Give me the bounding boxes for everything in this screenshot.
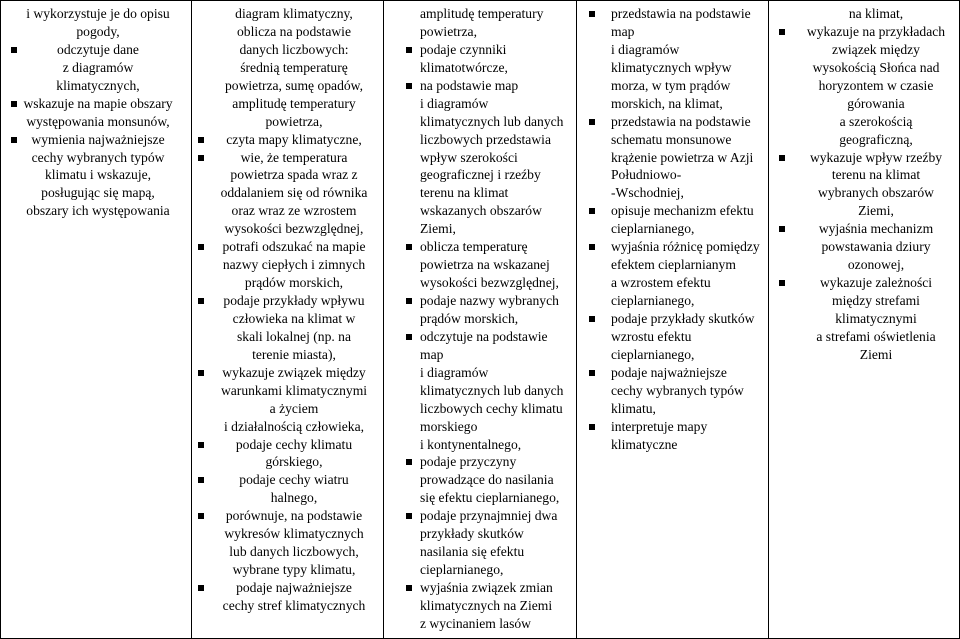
- text-line: [577, 310, 768, 328]
- line-text: podaje nazwy wybranych: [420, 293, 559, 308]
- line-text: opisuje mechanizm efektu: [611, 203, 754, 219]
- text-line: [192, 256, 383, 274]
- bullet-square-icon: [779, 226, 785, 232]
- text-line: [769, 274, 959, 292]
- bullet-square-icon: [198, 298, 204, 304]
- line-text: cieplarnianego,: [611, 346, 695, 362]
- text-line: [2, 5, 191, 23]
- line-text: powstawania dziury: [821, 239, 931, 255]
- text-line: [384, 131, 576, 149]
- text-line: [769, 202, 959, 220]
- text-line: [192, 597, 383, 615]
- line-text: i kontynentalnego,: [420, 436, 522, 452]
- text-line: [577, 59, 768, 77]
- text-line: [192, 418, 383, 436]
- text-line: [577, 220, 768, 238]
- text-line: [192, 400, 383, 418]
- text-line: [384, 453, 576, 471]
- text-line: [769, 149, 959, 167]
- text-line: [384, 418, 576, 436]
- text-line: [384, 471, 576, 489]
- bullet-square-icon: [198, 513, 204, 519]
- bullet-square-icon: [406, 459, 412, 465]
- bullet-square-icon: [589, 316, 595, 322]
- line-text: i działalnością człowieka,: [223, 418, 365, 434]
- text-line: [577, 346, 768, 364]
- text-line: [769, 256, 959, 274]
- line-text: morskiego: [420, 418, 478, 434]
- bullet-square-icon: [198, 137, 204, 143]
- text-line: [769, 220, 959, 238]
- bullet-square-icon: [198, 477, 204, 483]
- text-line: [384, 364, 576, 382]
- line-text: Ziemi,: [420, 221, 456, 237]
- line-text: oddalaniem się od równika: [220, 185, 368, 201]
- text-line: [192, 436, 383, 454]
- text-line: [384, 77, 576, 95]
- bullet-square-icon: [779, 155, 785, 161]
- line-text: halnego,: [270, 490, 318, 506]
- line-text: morza, w tym prądów: [611, 77, 731, 93]
- text-line: [2, 202, 191, 220]
- line-text: wykazuje na przykładach: [806, 23, 946, 39]
- bullet-square-icon: [11, 47, 17, 53]
- line-text: potrafi odszukać na mapie: [222, 239, 366, 255]
- text-line: [384, 274, 576, 292]
- text-line: [192, 77, 383, 95]
- line-text: wskazuje na mapie obszary: [23, 95, 173, 111]
- line-text: odczytuje dane: [57, 41, 139, 57]
- line-text: podaje najważniejsze: [236, 580, 352, 595]
- line-text: Ziemi,: [858, 203, 894, 219]
- line-text: terenu na klimat: [831, 167, 921, 183]
- line-text: wzrostu efektu: [611, 328, 692, 344]
- text-line: [769, 77, 959, 95]
- text-line: [577, 292, 768, 310]
- line-text: klimatotwórcze,: [420, 59, 508, 75]
- text-line: [769, 310, 959, 328]
- text-line: [384, 561, 576, 579]
- text-line: [769, 23, 959, 41]
- line-text: podaje cechy wiatru: [239, 472, 349, 488]
- line-text: terenie miasta),: [252, 346, 336, 362]
- bullet-square-icon: [198, 585, 204, 591]
- line-text: i diagramów: [420, 95, 489, 111]
- text-line: [577, 113, 768, 131]
- bullet-square-icon: [406, 83, 412, 89]
- line-text: Ziemi: [859, 346, 893, 362]
- line-text: powietrza na wskazanej: [420, 257, 550, 273]
- line-text: z diagramów: [62, 59, 134, 75]
- text-line: [2, 23, 191, 41]
- text-line: [769, 346, 959, 364]
- line-text: klimatycznymi: [835, 310, 917, 326]
- line-text: podaje czynniki: [420, 41, 507, 57]
- text-line: [769, 166, 959, 184]
- line-text: danych liczbowych:: [239, 41, 349, 57]
- line-text: podaje cechy klimatu: [235, 436, 353, 452]
- bullet-square-icon: [198, 442, 204, 448]
- text-line: [192, 561, 383, 579]
- text-line: [577, 256, 768, 274]
- text-line: [384, 507, 576, 525]
- text-line: [577, 95, 768, 113]
- text-line: [577, 400, 768, 418]
- line-text: liczbowych cechy klimatu: [420, 400, 563, 416]
- text-line: [384, 579, 576, 597]
- line-text: człowieka na klimat w: [232, 310, 356, 326]
- line-text: z wycinaniem lasów: [420, 615, 531, 631]
- text-line: [769, 328, 959, 346]
- text-line: [192, 238, 383, 256]
- bullet-square-icon: [11, 101, 17, 107]
- column-4: [577, 5, 768, 638]
- text-line: [769, 292, 959, 310]
- text-line: [577, 166, 768, 184]
- text-line: [577, 184, 768, 202]
- text-line: [577, 23, 768, 41]
- text-line: [192, 41, 383, 59]
- text-line: [577, 274, 768, 292]
- text-line: [192, 292, 383, 310]
- line-text: cechy wybranych typów: [611, 382, 744, 398]
- text-line: [577, 202, 768, 220]
- text-line: [577, 418, 768, 436]
- bullet-square-icon: [11, 137, 17, 143]
- line-text: klimatycznych,: [56, 77, 140, 93]
- text-line: [2, 184, 191, 202]
- line-text: klimatycznych na Ziemi: [420, 597, 553, 613]
- line-text: cieplarnianego,: [420, 562, 504, 578]
- line-text: a życiem: [269, 400, 319, 416]
- text-line: [2, 59, 191, 77]
- text-line: [769, 184, 959, 202]
- line-text: warunkami klimatycznymi: [220, 382, 368, 398]
- line-text: wyjaśnia mechanizm: [818, 221, 934, 237]
- text-line: [192, 543, 383, 561]
- line-text: lub danych liczbowych,: [229, 544, 359, 560]
- bullet-square-icon: [406, 513, 412, 519]
- line-text: efektem cieplarnianym: [611, 257, 736, 273]
- line-text: wpływ szerokości: [420, 149, 518, 165]
- line-text: a wzrostem efektu: [611, 275, 711, 291]
- text-line: [384, 41, 576, 59]
- line-text: i wykorzystuje je do opisu: [26, 6, 170, 21]
- text-line: [769, 238, 959, 256]
- text-line: [192, 579, 383, 597]
- text-line: [192, 471, 383, 489]
- text-line: [384, 525, 576, 543]
- text-line: [384, 23, 576, 41]
- text-line: [384, 543, 576, 561]
- bullet-square-icon: [406, 585, 412, 591]
- text-line: [2, 41, 191, 59]
- text-line: [192, 184, 383, 202]
- line-text: wykazuje wpływ rzeźby: [809, 149, 943, 165]
- text-line: [192, 220, 383, 238]
- text-line: [192, 382, 383, 400]
- text-line: [577, 131, 768, 149]
- text-line: [192, 202, 383, 220]
- line-text: liczbowych przedstawia: [420, 131, 551, 147]
- text-line: [2, 95, 191, 113]
- text-line: [384, 149, 576, 167]
- text-line: [192, 113, 383, 131]
- text-line: [2, 113, 191, 131]
- line-text: a szerokością: [839, 113, 913, 129]
- column-1: [2, 5, 191, 638]
- line-text: podaje przykłady wpływu: [223, 293, 365, 308]
- line-text: porównuje, na podstawie: [225, 508, 363, 524]
- line-text: -Wschodniej,: [611, 185, 684, 201]
- bullet-square-icon: [589, 208, 595, 214]
- line-text: klimatycznych lub danych: [420, 382, 564, 398]
- bullet-square-icon: [589, 11, 595, 17]
- line-text: odczytuje na podstawie: [420, 328, 548, 344]
- line-text: cieplarnianego,: [611, 221, 695, 237]
- text-line: [384, 328, 576, 346]
- text-line: [192, 149, 383, 167]
- line-text: posługując się mapą,: [41, 185, 155, 201]
- line-text: nazwy ciepłych i zimnych: [222, 257, 366, 273]
- line-text: wysokości bezwzględnej,: [420, 275, 559, 291]
- line-text: map: [611, 23, 635, 39]
- text-line: [192, 453, 383, 471]
- line-text: klimatu,: [611, 400, 656, 416]
- text-line: [384, 220, 576, 238]
- line-text: map: [420, 346, 444, 362]
- column-5: [769, 5, 959, 638]
- text-line: [769, 59, 959, 77]
- line-text: wysokością Słońca nad: [812, 59, 940, 75]
- text-line: [192, 23, 383, 41]
- bullet-square-icon: [406, 334, 412, 340]
- line-text: górowania: [847, 95, 905, 111]
- line-text: średnią temperaturę: [240, 59, 348, 75]
- bullet-square-icon: [198, 244, 204, 250]
- text-line: [192, 166, 383, 184]
- line-text: przedstawia na podstawie: [611, 6, 751, 21]
- line-text: terenu na klimat: [420, 185, 509, 201]
- line-text: oblicza na podstawie: [237, 23, 351, 39]
- line-text: geograficzną,: [839, 131, 913, 147]
- line-text: amplitudę temperatury: [232, 95, 356, 111]
- text-line: [384, 400, 576, 418]
- text-line: [192, 274, 383, 292]
- line-text: cechy wybranych typów: [31, 149, 165, 165]
- line-text: prądów morskich,: [244, 275, 344, 291]
- bullet-square-icon: [589, 370, 595, 376]
- line-text: klimatycznych wpływ: [611, 59, 732, 75]
- line-text: między strefami: [832, 293, 920, 308]
- line-text: i diagramów: [420, 364, 489, 380]
- bullet-square-icon: [779, 280, 785, 286]
- text-line: [384, 5, 576, 23]
- text-line: [577, 149, 768, 167]
- line-text: przedstawia na podstawie: [611, 113, 751, 129]
- line-text: Południowo-: [611, 167, 682, 183]
- line-text: prądów morskich,: [420, 310, 519, 326]
- line-text: podaje przyczyny: [420, 454, 517, 470]
- bullet-square-icon: [406, 298, 412, 304]
- text-line: [192, 507, 383, 525]
- line-text: diagram klimatyczny,: [235, 6, 353, 21]
- line-text: powietrza, sumę opadów,: [224, 77, 364, 93]
- bullet-square-icon: [589, 244, 595, 250]
- line-text: wie, że temperatura: [240, 149, 348, 165]
- bullet-square-icon: [198, 155, 204, 161]
- bullet-square-icon: [589, 119, 595, 125]
- line-text: wykresów klimatycznych: [224, 526, 364, 542]
- bullet-square-icon: [779, 29, 785, 35]
- line-text: wskazanych obszarów: [420, 203, 542, 219]
- text-line: [384, 436, 576, 454]
- text-line: [769, 95, 959, 113]
- bullet-square-icon: [406, 47, 412, 53]
- text-line: [384, 597, 576, 615]
- text-line: [384, 382, 576, 400]
- line-text: amplitudę temperatury: [420, 6, 544, 21]
- text-line: [2, 131, 191, 149]
- line-text: wybranych obszarów: [818, 185, 934, 201]
- column-3: [384, 5, 576, 638]
- text-line: [192, 310, 383, 328]
- line-text: się efektu cieplarnianego,: [420, 490, 560, 506]
- line-text: podaje najważniejsze: [611, 364, 727, 380]
- bullet-square-icon: [406, 244, 412, 250]
- line-text: górskiego,: [265, 454, 323, 470]
- text-line: [577, 238, 768, 256]
- line-text: i diagramów: [611, 41, 680, 57]
- text-line: [769, 5, 959, 23]
- line-text: podaje przynajmniej dwa: [420, 508, 558, 524]
- text-line: [577, 382, 768, 400]
- line-text: wymienia najważniejsze: [31, 131, 165, 147]
- line-text: ozonowej,: [847, 257, 905, 273]
- text-line: [384, 615, 576, 633]
- line-text: związek między: [832, 41, 920, 57]
- line-text: morskich, na klimat,: [611, 95, 723, 111]
- text-line: [769, 131, 959, 149]
- line-text: czyta mapy klimatyczne,: [226, 131, 362, 147]
- line-text: klimatyczne: [611, 436, 678, 452]
- text-line: [2, 166, 191, 184]
- line-text: horyzontem w czasie: [818, 77, 934, 93]
- text-line: [769, 113, 959, 131]
- text-line: [192, 346, 383, 364]
- line-text: wybrane typy klimatu,: [232, 562, 356, 578]
- line-text: obszary ich występowania: [26, 203, 170, 219]
- line-text: wykazuje związek między: [222, 364, 366, 380]
- line-text: krążenie powietrza w Azji: [611, 149, 754, 165]
- text-line: [192, 131, 383, 149]
- text-line: [384, 113, 576, 131]
- line-text: przykłady skutków: [420, 526, 524, 542]
- line-text: klimatycznych lub danych: [420, 113, 564, 129]
- line-text: występowania monsunów,: [26, 113, 170, 129]
- line-text: a strefami oświetlenia: [816, 328, 936, 344]
- text-line: [2, 77, 191, 95]
- text-line: [577, 5, 768, 23]
- bullet-square-icon: [198, 370, 204, 376]
- line-text: na klimat,: [848, 6, 904, 21]
- line-text: powietrza,: [420, 23, 477, 39]
- line-text: podaje przykłady skutków: [611, 310, 755, 326]
- line-text: cieplarnianego,: [611, 293, 695, 308]
- line-text: wyjaśnia różnicę pomiędzy: [611, 239, 760, 255]
- text-line: [192, 489, 383, 507]
- text-line: [577, 41, 768, 59]
- text-line: [192, 525, 383, 543]
- text-line: [192, 5, 383, 23]
- line-text: wykazuje zależności: [819, 275, 933, 291]
- text-line: [192, 59, 383, 77]
- text-line: [384, 310, 576, 328]
- line-text: na podstawie map: [420, 77, 519, 93]
- text-line: [384, 292, 576, 310]
- text-line: [384, 202, 576, 220]
- line-text: schematu monsunowe: [611, 131, 732, 147]
- text-line: [192, 95, 383, 113]
- text-line: [192, 364, 383, 382]
- text-line: [384, 95, 576, 113]
- line-text: powietrza,: [265, 113, 323, 129]
- text-line: [577, 364, 768, 382]
- text-line: [384, 489, 576, 507]
- line-text: interpretuje mapy: [611, 418, 708, 434]
- line-text: powietrza spada wraz z: [230, 167, 358, 183]
- text-line: [577, 77, 768, 95]
- text-line: [769, 41, 959, 59]
- text-line: [384, 346, 576, 364]
- line-text: geograficznej i rzeźby: [420, 167, 541, 183]
- line-text: pogody,: [76, 23, 120, 39]
- text-line: [384, 238, 576, 256]
- text-line: [192, 328, 383, 346]
- line-text: klimatu i wskazuje,: [44, 167, 152, 183]
- line-text: wyjaśnia związek zmian: [420, 580, 553, 595]
- text-line: [2, 149, 191, 167]
- bullet-square-icon: [589, 424, 595, 430]
- text-line: [577, 328, 768, 346]
- line-text: prowadzące do nasilania: [420, 472, 554, 488]
- text-line: [384, 59, 576, 77]
- text-line: [384, 256, 576, 274]
- line-text: wysokości bezwzględnej,: [224, 221, 364, 237]
- line-text: oraz wraz ze wzrostem: [231, 203, 357, 219]
- text-line: [384, 184, 576, 202]
- line-text: cechy stref klimatycznych: [222, 597, 366, 613]
- text-line: [384, 166, 576, 184]
- text-line: [577, 436, 768, 454]
- line-text: skali lokalnej (np. na: [236, 328, 351, 344]
- line-text: oblicza temperaturę: [420, 239, 528, 255]
- line-text: nasilania się efektu: [420, 544, 525, 560]
- column-2: [192, 5, 383, 638]
